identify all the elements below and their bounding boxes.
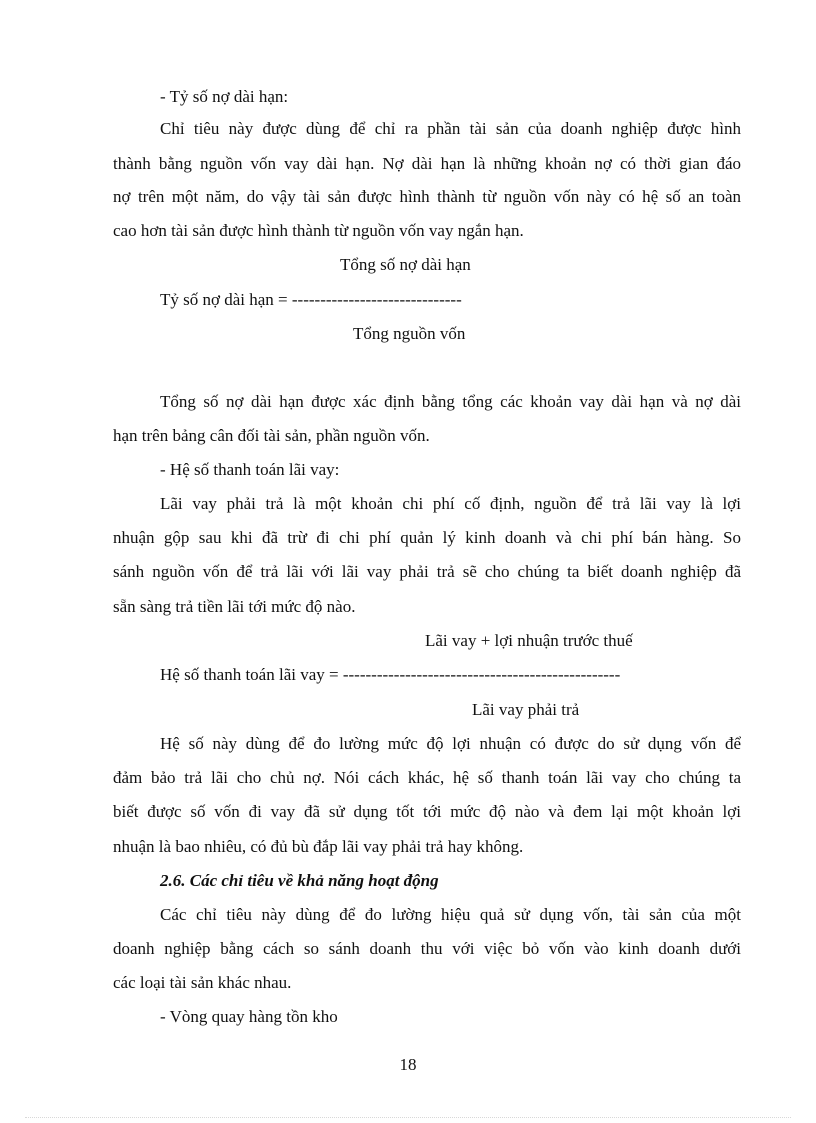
paragraph-line: nợ trên một năm, do vậy tài sản được hình thành từ nguồn vốn này có hệ số an toàn [113,187,741,206]
paragraph-line: các loại tài sản khác nhau. [113,973,292,992]
paragraph-line: cao hơn tài sản được hình thành từ nguồn vốn vay ngắn hạn. [113,221,524,240]
formula-numerator: Lãi vay + lợi nhuận trước thuế [425,631,633,650]
formula-numerator: Tổng số nợ dài hạn [340,255,471,274]
formula-denominator: Tổng nguồn vốn [353,324,466,343]
formula-fraction-line: Tỷ số nợ dài hạn = ------------------------------ [160,290,462,309]
formula-fraction-line: Hệ số thanh toán lãi vay = ------------------------------------------------- [160,665,621,684]
paragraph-line: Tổng số nợ dài hạn được xác định bằng tổng các khoản vay dài hạn và nợ dài [160,392,741,411]
paragraph-line: thành bằng nguồn vốn vay dài hạn. Nợ dài hạn là những khoản nợ có thời gian đáo [113,154,741,173]
paragraph-line: hạn trên bảng cân đối tài sản, phần nguồn vốn. [113,426,430,445]
paragraph-line: Chỉ tiêu này được dùng để chỉ ra phần tài sản của doanh nghiệp được hình [160,119,741,138]
paragraph-line: Lãi vay phải trả là một khoản chi phí cố định, nguồn để trả lãi vay là lợi [160,494,741,513]
paragraph-line: biết được số vốn đi vay đã sử dụng tốt tới mức độ nào và đem lại một khoản lợi [113,802,741,821]
footer-divider [25,1117,791,1118]
paragraph-line: doanh nghiệp bằng cách so sánh doanh thu với việc bỏ vốn vào kinh doanh dưới [113,939,741,958]
paragraph-line: nhuận là bao nhiêu, có đủ bù đắp lãi vay phải trả hay không. [113,837,524,856]
paragraph-line: Hệ số này dùng để đo lường mức độ lợi nhuận có được do sử dụng vốn để [160,734,741,753]
paragraph-line: nhuận gộp sau khi đã trừ đi chi phí quản lý kinh doanh và chi phí bán hàng. So [113,528,741,547]
bullet-inventory-turnover: - Vòng quay hàng tồn kho [160,1007,338,1026]
bullet-interest-coverage: - Hệ số thanh toán lãi vay: [160,460,340,479]
section-heading: 2.6. Các chỉ tiêu về khả năng hoạt động [160,871,439,890]
paragraph-line: sẵn sàng trả tiền lãi tới mức độ nào. [113,597,356,616]
formula-denominator: Lãi vay phải trả [472,700,580,719]
paragraph-line: đảm bảo trả lãi cho chủ nợ. Nói cách khác, hệ số thanh toán lãi vay cho chúng ta [113,768,741,787]
bullet-long-term-debt-ratio: - Tỷ số nợ dài hạn: [160,87,289,106]
paragraph-line: Các chỉ tiêu này dùng để đo lường hiệu quả sử dụng vốn, tài sản của một [160,905,741,924]
page-number: 18 [399,1055,417,1074]
paragraph-line: sánh nguồn vốn để trả lãi với lãi vay phải trả sẽ cho chúng ta biết doanh nghiệp đã [113,562,741,581]
